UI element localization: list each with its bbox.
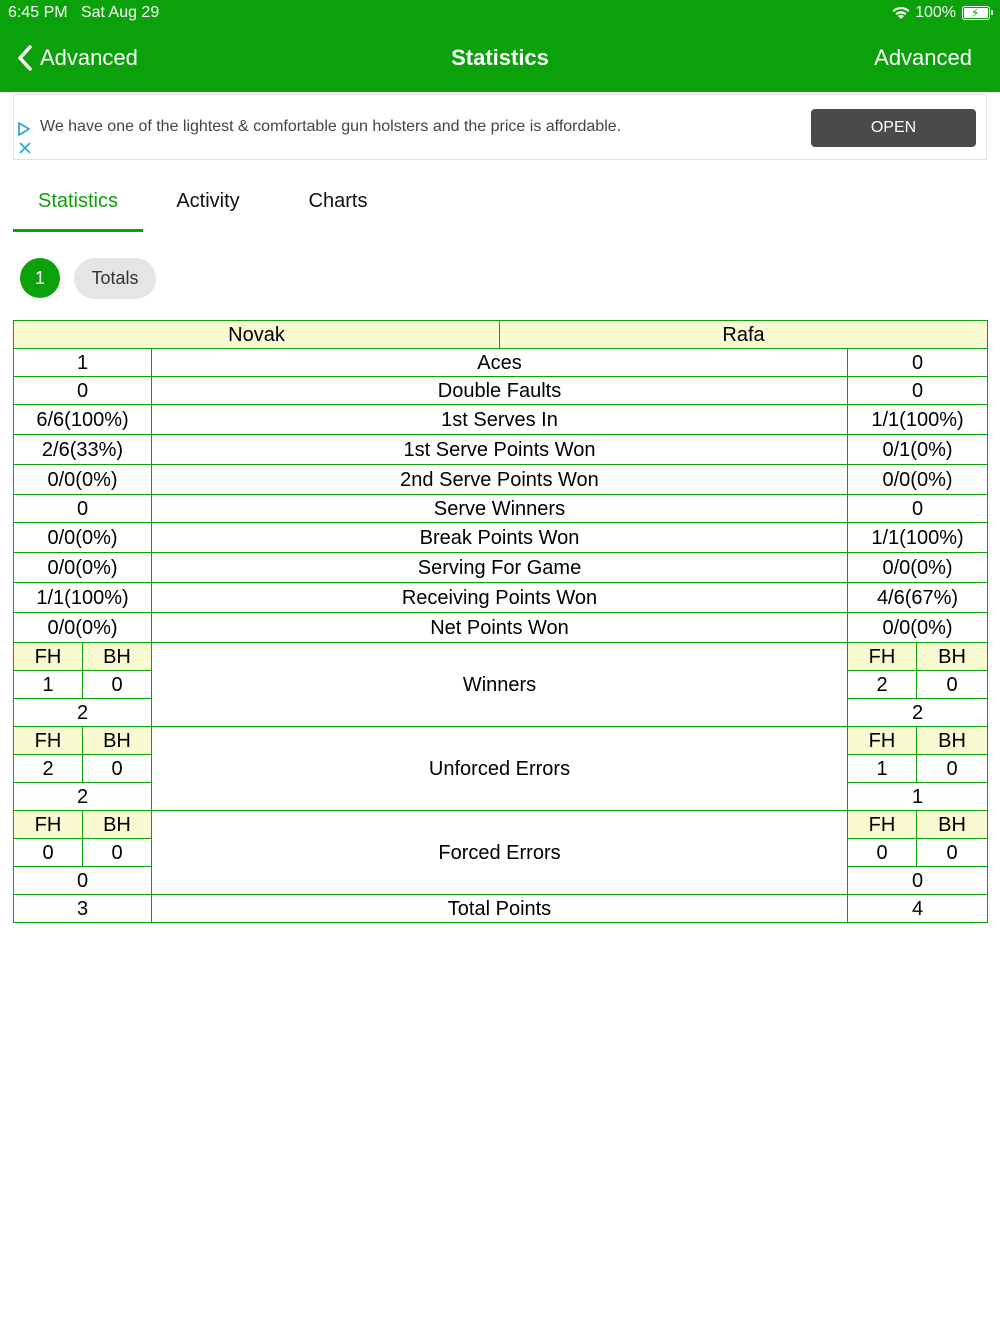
table-row	[14, 811, 988, 839]
table-row	[14, 613, 988, 643]
tab-statistics[interactable]: Statistics	[13, 180, 143, 232]
right-value: 1/1(100%)	[848, 405, 988, 435]
tab-activity[interactable]: Activity	[176, 190, 240, 212]
header	[0, 0, 1000, 92]
status-indicators	[891, 4, 990, 22]
right-fh-value: 0	[848, 839, 917, 867]
chevron-left-icon	[16, 44, 34, 72]
stat-label: Unforced Errors	[152, 727, 848, 811]
tab-charts[interactable]: Charts	[308, 190, 368, 212]
page-title: Statistics	[451, 45, 549, 70]
table-row	[14, 727, 988, 755]
stat-label: Receiving Points Won	[152, 583, 848, 613]
bh-header: BH	[917, 811, 988, 839]
right-value: 0/0(0%)	[848, 553, 988, 583]
back-button[interactable]	[16, 44, 138, 72]
fh-header: FH	[14, 727, 83, 755]
advanced-button[interactable]: Advanced	[874, 45, 972, 70]
fh-header: FH	[848, 643, 917, 671]
bh-header: BH	[917, 727, 988, 755]
close-icon[interactable]	[18, 141, 32, 155]
right-bh-value: 0	[917, 839, 988, 867]
fh-header: FH	[848, 727, 917, 755]
right-value: 1/1(100%)	[848, 523, 988, 553]
fh-header: FH	[848, 811, 917, 839]
right-value: 0	[848, 495, 988, 523]
left-value: 0/0(0%)	[14, 523, 152, 553]
left-value: 0/0(0%)	[14, 553, 152, 583]
stat-label: Serve Winners	[152, 495, 848, 523]
left-total: 2	[14, 699, 152, 727]
left-value: 3	[14, 895, 152, 923]
left-value: 1/1(100%)	[14, 583, 152, 613]
battery-icon: ⚡	[962, 6, 990, 20]
right-value: 4/6(67%)	[848, 583, 988, 613]
left-bh-value: 0	[83, 755, 152, 783]
table-row	[14, 465, 988, 495]
right-fh-value: 2	[848, 671, 917, 699]
stat-label: 1st Serve Points Won	[152, 435, 848, 465]
right-value: 0	[848, 377, 988, 405]
bh-header: BH	[83, 643, 152, 671]
right-total: 0	[848, 867, 988, 895]
stats-table	[13, 320, 988, 923]
left-value: 2/6(33%)	[14, 435, 152, 465]
stat-label: Net Points Won	[152, 613, 848, 643]
tab-bar	[13, 180, 403, 232]
table-row	[14, 553, 988, 583]
right-bh-value: 0	[917, 755, 988, 783]
table-row	[14, 523, 988, 553]
left-value: 6/6(100%)	[14, 405, 152, 435]
table-row	[14, 643, 988, 671]
right-value: 0/0(0%)	[848, 613, 988, 643]
table-row	[14, 435, 988, 465]
table-row	[14, 895, 988, 923]
right-total: 1	[848, 783, 988, 811]
status-date: Sat Aug 29	[80, 4, 160, 21]
right-value: 0/0(0%)	[848, 465, 988, 495]
left-fh-value: 0	[14, 839, 83, 867]
left-value: 0/0(0%)	[14, 613, 152, 643]
table-row	[14, 495, 988, 523]
ad-banner[interactable]	[13, 94, 987, 160]
stat-label: Total Points	[152, 895, 848, 923]
set-1-button[interactable]: 1	[20, 258, 60, 298]
bh-header: BH	[83, 727, 152, 755]
fh-header: FH	[14, 811, 83, 839]
table-row	[14, 583, 988, 613]
stat-label: Winners	[152, 643, 848, 727]
left-total: 0	[14, 867, 152, 895]
stat-label: Break Points Won	[152, 523, 848, 553]
table-row	[14, 377, 988, 405]
stat-label: 2nd Serve Points Won	[152, 465, 848, 495]
right-bh-value: 0	[917, 671, 988, 699]
player-right-name: Rafa	[500, 321, 988, 349]
adchoices-icon[interactable]	[17, 121, 31, 137]
bh-header: BH	[917, 643, 988, 671]
fh-header: FH	[14, 643, 83, 671]
left-fh-value: 2	[14, 755, 83, 783]
table-row	[14, 349, 988, 377]
right-fh-value: 1	[848, 755, 917, 783]
right-value: 4	[848, 895, 988, 923]
status-time: 6:45 PM Sat Aug 29	[8, 4, 160, 21]
totals-button[interactable]: Totals	[74, 258, 156, 299]
stat-label: Forced Errors	[152, 811, 848, 895]
left-total: 2	[14, 783, 152, 811]
left-bh-value: 0	[83, 671, 152, 699]
right-value: 0/1(0%)	[848, 435, 988, 465]
player-left-name: Novak	[14, 321, 500, 349]
bh-header: BH	[83, 811, 152, 839]
left-value: 0	[14, 495, 152, 523]
stat-label: Aces	[152, 349, 848, 377]
stat-label: Double Faults	[152, 377, 848, 405]
battery-percent: 100%	[915, 4, 956, 21]
ad-text[interactable]: We have one of the lightest & comfortable gun holsters and the price is affordable.	[40, 118, 622, 135]
left-fh-value: 1	[14, 671, 83, 699]
left-bh-value: 0	[83, 839, 152, 867]
right-total: 2	[848, 699, 988, 727]
table-row	[14, 405, 988, 435]
stat-label: 1st Serves In	[152, 405, 848, 435]
wifi-icon	[891, 6, 911, 20]
left-value: 0/0(0%)	[14, 465, 152, 495]
back-label: Advanced	[40, 45, 138, 70]
ad-open-button[interactable]: OPEN	[811, 109, 976, 147]
left-value: 0	[14, 377, 152, 405]
right-value: 0	[848, 349, 988, 377]
stat-label: Serving For Game	[152, 553, 848, 583]
left-value: 1	[14, 349, 152, 377]
